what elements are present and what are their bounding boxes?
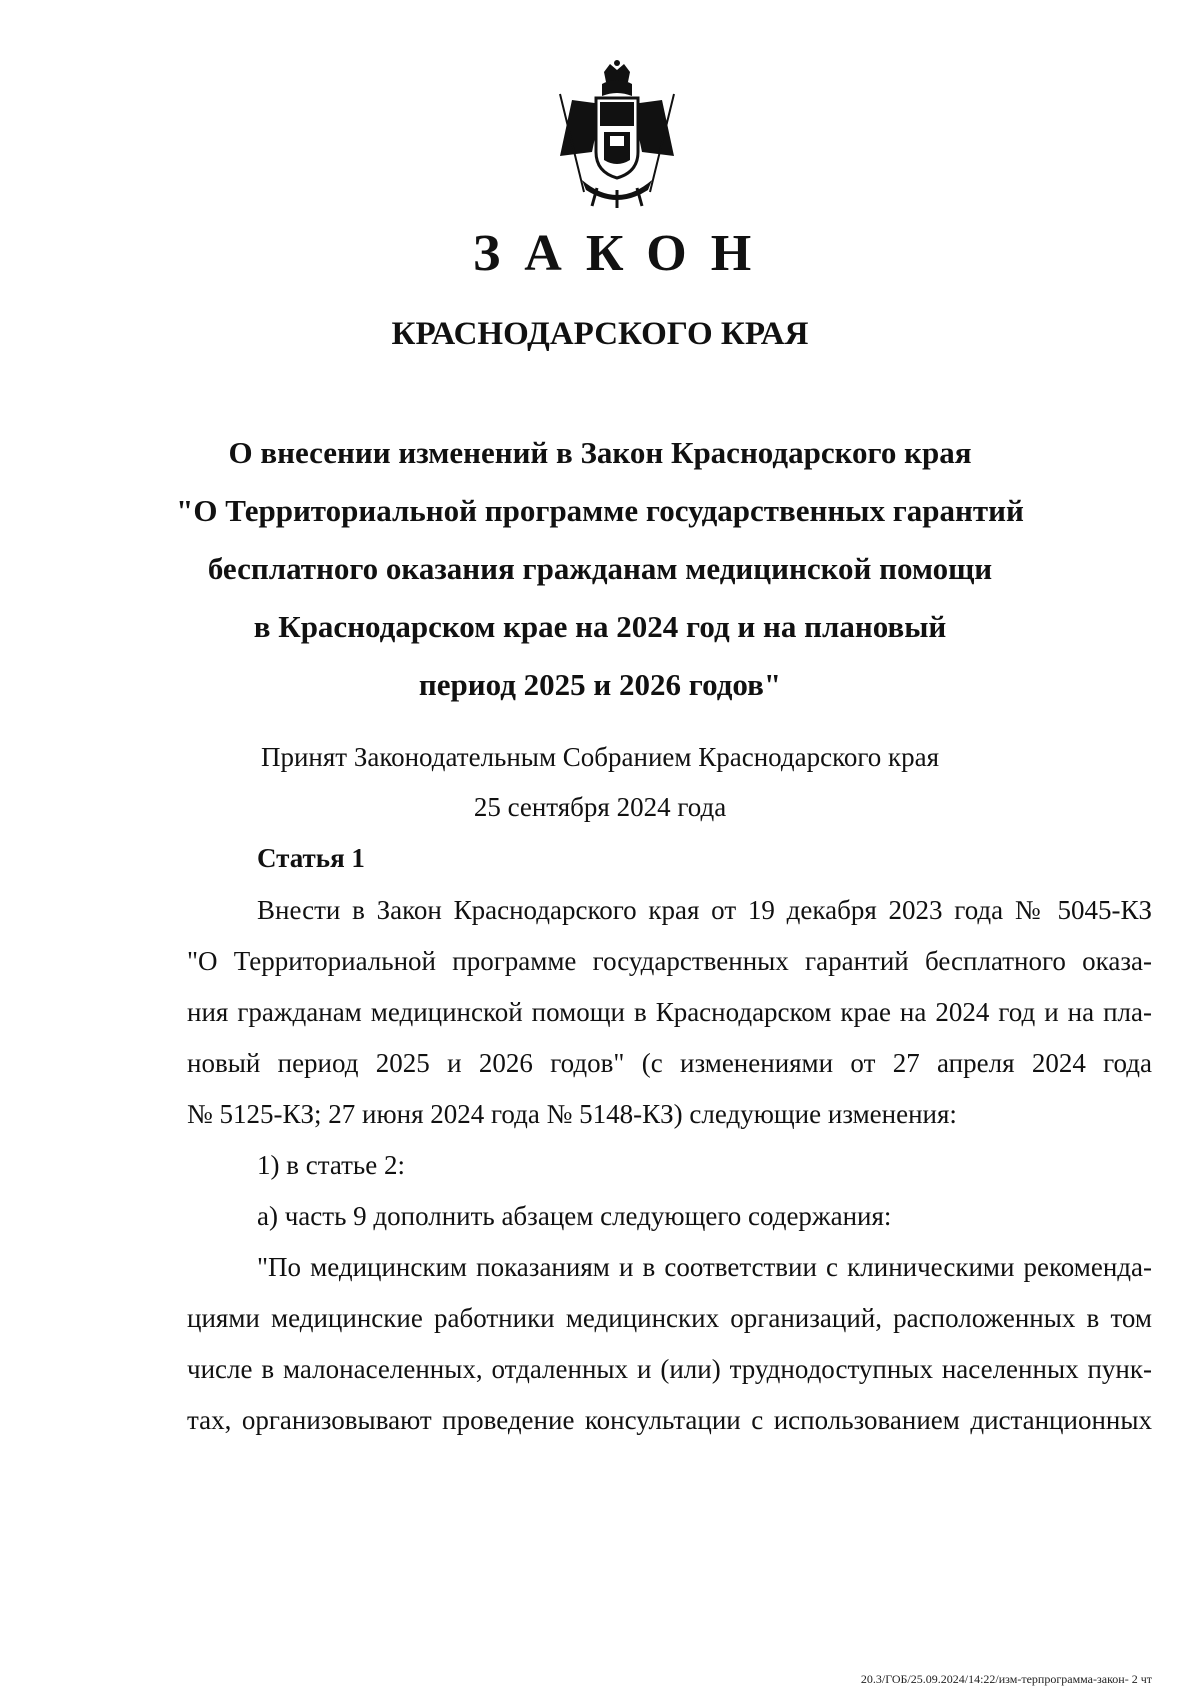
coat-of-arms-icon xyxy=(552,60,682,210)
text-line: "О Территориальной программе государственных гарантий бесплатного оказа- xyxy=(187,946,1152,976)
title-line: период 2025 и 2026 годов" xyxy=(418,667,782,702)
adoption-date: 25 сентября 2024 года xyxy=(473,792,727,822)
title-line: О внесении изменений в Закон Краснодарского края xyxy=(228,435,972,470)
adoption-note xyxy=(0,732,1200,832)
law-title xyxy=(0,424,1200,714)
text-line: ния гражданам медицинской помощи в Краснодарском крае на 2024 год и на пла- xyxy=(187,997,1152,1027)
text-line: числе в малонаселенных, отдаленных и (или) труднодоступных населенных пунк- xyxy=(187,1354,1152,1384)
text-line: Внести в Закон Краснодарского края от 19 декабря 2023 года № 5045-КЗ xyxy=(257,895,1152,925)
text-line: "По медицинским показаниям и в соответствии с клиническими рекоменда- xyxy=(257,1252,1152,1282)
article-body xyxy=(187,885,1152,1446)
article-heading: Статья 1 xyxy=(257,843,365,873)
document-footer-code: 20.3/ГОБ/25.09.2024/14:22/изм-терпрограмма-закон- 2 чт xyxy=(860,1672,1152,1686)
text-line: а) часть 9 дополнить абзацем следующего содержания: xyxy=(257,1201,892,1231)
text-line: № 5125-КЗ; 27 июня 2024 года № 5148-КЗ) следующие изменения: xyxy=(187,1099,957,1129)
region-heading: КРАСНОДАРСКОГО КРАЯ xyxy=(391,316,809,352)
text-line: 1) в статье 2: xyxy=(257,1150,405,1180)
law-heading: ЗАКОН xyxy=(472,225,776,282)
adoption-body: Принят Законодательным Собранием Краснодарского края xyxy=(260,742,940,772)
title-line: "О Территориальной программе государственных гарантий xyxy=(176,493,1024,528)
title-line: в Краснодарском крае на 2024 год и на плановый xyxy=(253,609,947,644)
title-line: бесплатного оказания гражданам медицинской помощи xyxy=(207,551,993,586)
text-line: новый период 2025 и 2026 годов" (с изменениями от 27 апреля 2024 года xyxy=(187,1048,1152,1078)
text-line: циями медицинские работники медицинских организаций, расположенных в том xyxy=(187,1303,1152,1333)
text-line: тах, организовывают проведение консультации с использованием дистанционных xyxy=(187,1405,1152,1435)
